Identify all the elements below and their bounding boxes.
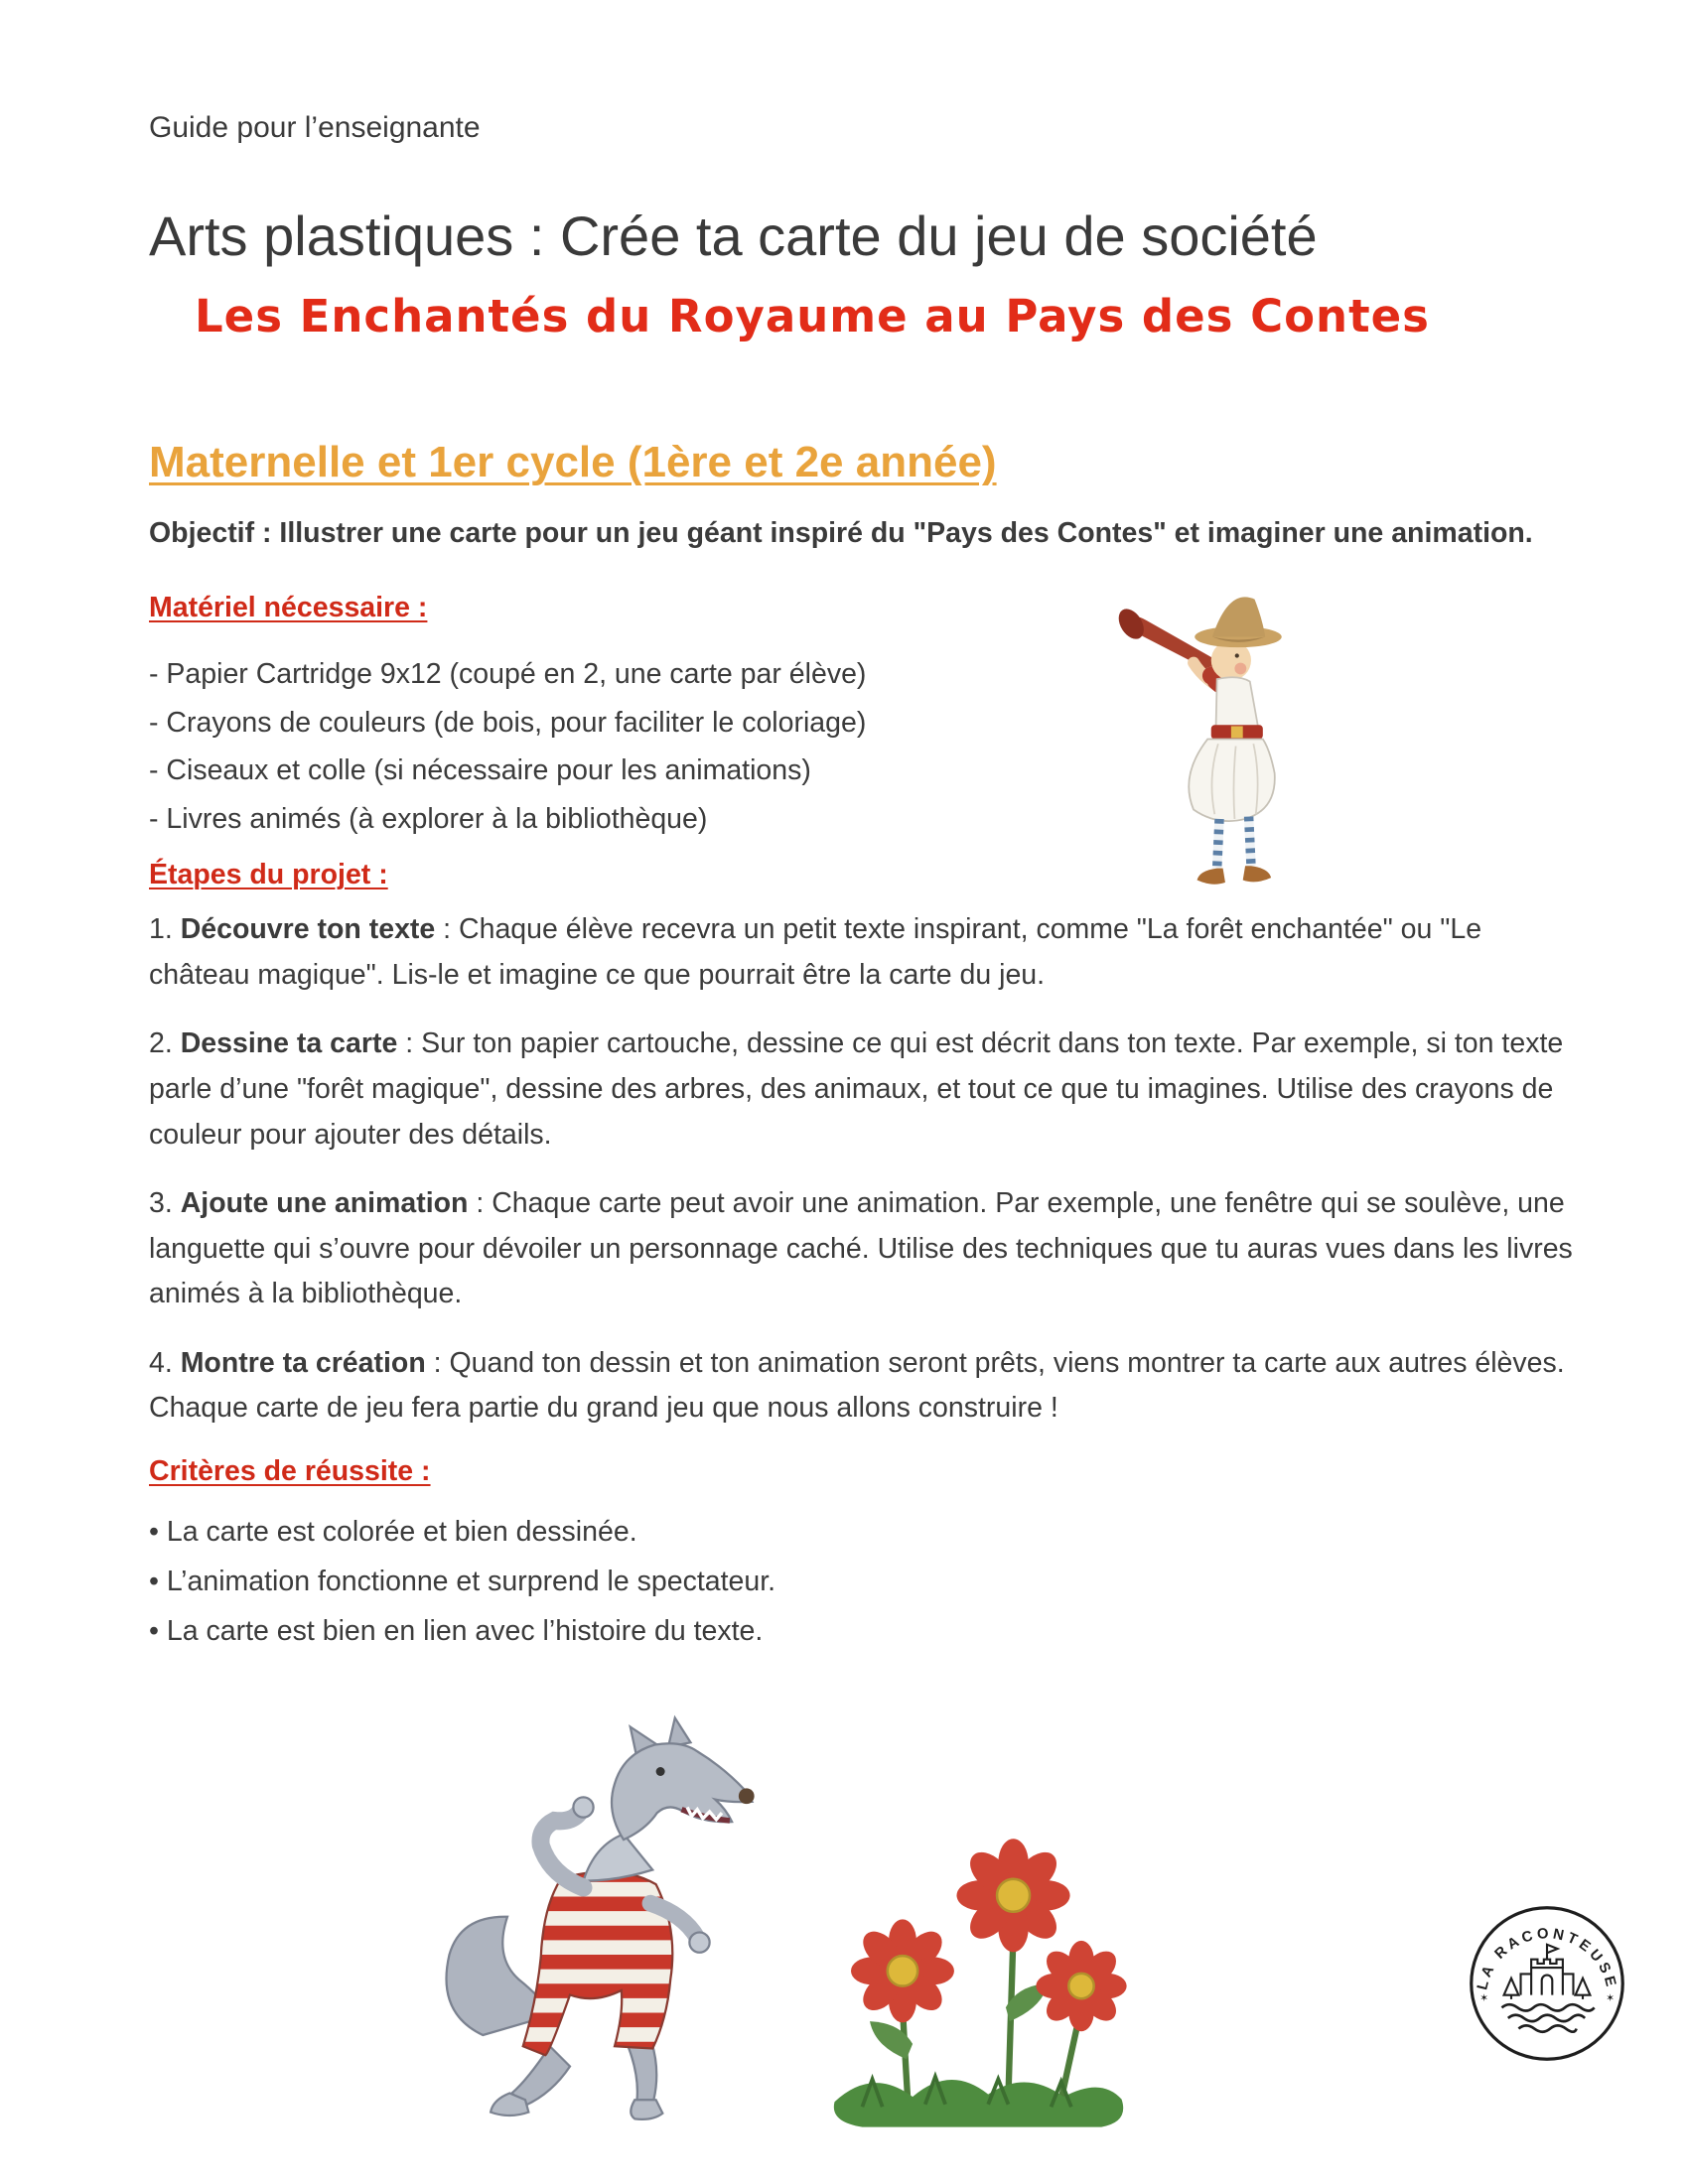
horn-player-illustration [1087,576,1370,928]
step-title: Découvre ton texte [180,913,436,946]
step-title: Ajoute une animation [180,1187,469,1220]
step-text: : Chaque carte peut avoir une animation. Par exemple, une fenêtre qui se soulève, une languette qui s’ouvre pour dévoiler un personnage caché. Utilise des techniques que tu auras vues dans les livres animés à la bibliothèque. [149,1187,1573,1310]
step-title: Montre ta création [180,1346,426,1379]
list-item: • La carte est bien en lien avec l’histoire du texte. [149,1614,764,1647]
list-item: - Ciseaux et colle (si nécessaire pour les animations) [149,754,811,787]
step-title: Dessine ta carte [180,1027,398,1060]
document-header: Guide pour l’enseignante [149,111,481,144]
materials-list [149,650,1043,843]
steps-list [149,907,1587,1432]
wolf-illustration [377,1678,834,2124]
step-number: 4. [149,1346,181,1379]
flowers-illustration [799,1825,1152,2137]
logo-star-right: ✶ [1606,1992,1616,2004]
step-number: 3. [149,1187,181,1220]
page-title: Arts plastiques : Crée ta carte du jeu de société [149,205,1318,267]
step-paragraph [149,1022,1587,1158]
step-text: : Quand ton dessin et ton animation seront prêts, viens montrer ta carte aux autres élèves. Chaque carte de jeu fera partie du grand jeu que nous allons construire ! [149,1346,1565,1425]
raconteuse-logo [1458,1894,1636,2073]
criteria-heading: Critères de réussite : [149,1455,431,1488]
logo-text: LA RACONTEUSE [1475,1926,1619,1992]
step-text: : Sur ton papier cartouche, dessine ce qui est décrit dans ton texte. Par exemple, si ton texte parle d’une "forêt magique", dessine des arbres, des animaux, et tout ce que tu imagines. Utilise des crayons de couleur pour ajouter des détails. [149,1027,1564,1151]
step-paragraph [149,1341,1587,1432]
page-subtitle: Les Enchantés du Royaume au Pays des Contes [195,290,1430,343]
list-item: - Papier Cartridge 9x12 (coupé en 2, une carte par élève) [149,658,867,691]
objective-text: Objectif : Illustrer une carte pour un jeu géant inspiré du "Pays des Contes" et imaginer une animation. [149,517,1533,550]
step-text: : Chaque élève recevra un petit texte inspirant, comme "La forêt enchantée" ou "Le château magique". Lis-le et imagine ce que pourrait être la carte du jeu. [149,913,1482,991]
castle-icon [1504,1945,1591,1999]
logo-star-left: ✶ [1479,1992,1489,2004]
step-paragraph [149,907,1587,998]
list-item: • L’animation fonctionne et surprend le spectateur. [149,1565,776,1597]
document-page [149,111,1587,1657]
waves-icon [1501,2004,1594,2032]
criteria-list [149,1508,1587,1657]
materials-heading: Matériel nécessaire : [149,592,428,624]
step-number: 1. [149,913,181,946]
list-item: - Livres animés (à explorer à la bibliothèque) [149,802,708,835]
grade-heading: Maternelle et 1er cycle (1ère et 2e année) [149,438,997,487]
step-number: 2. [149,1027,181,1060]
list-item: • La carte est colorée et bien dessinée. [149,1516,637,1549]
list-item: - Crayons de couleurs (de bois, pour faciliter le coloriage) [149,706,867,739]
steps-heading: Étapes du projet : [149,859,388,891]
step-paragraph [149,1181,1587,1317]
